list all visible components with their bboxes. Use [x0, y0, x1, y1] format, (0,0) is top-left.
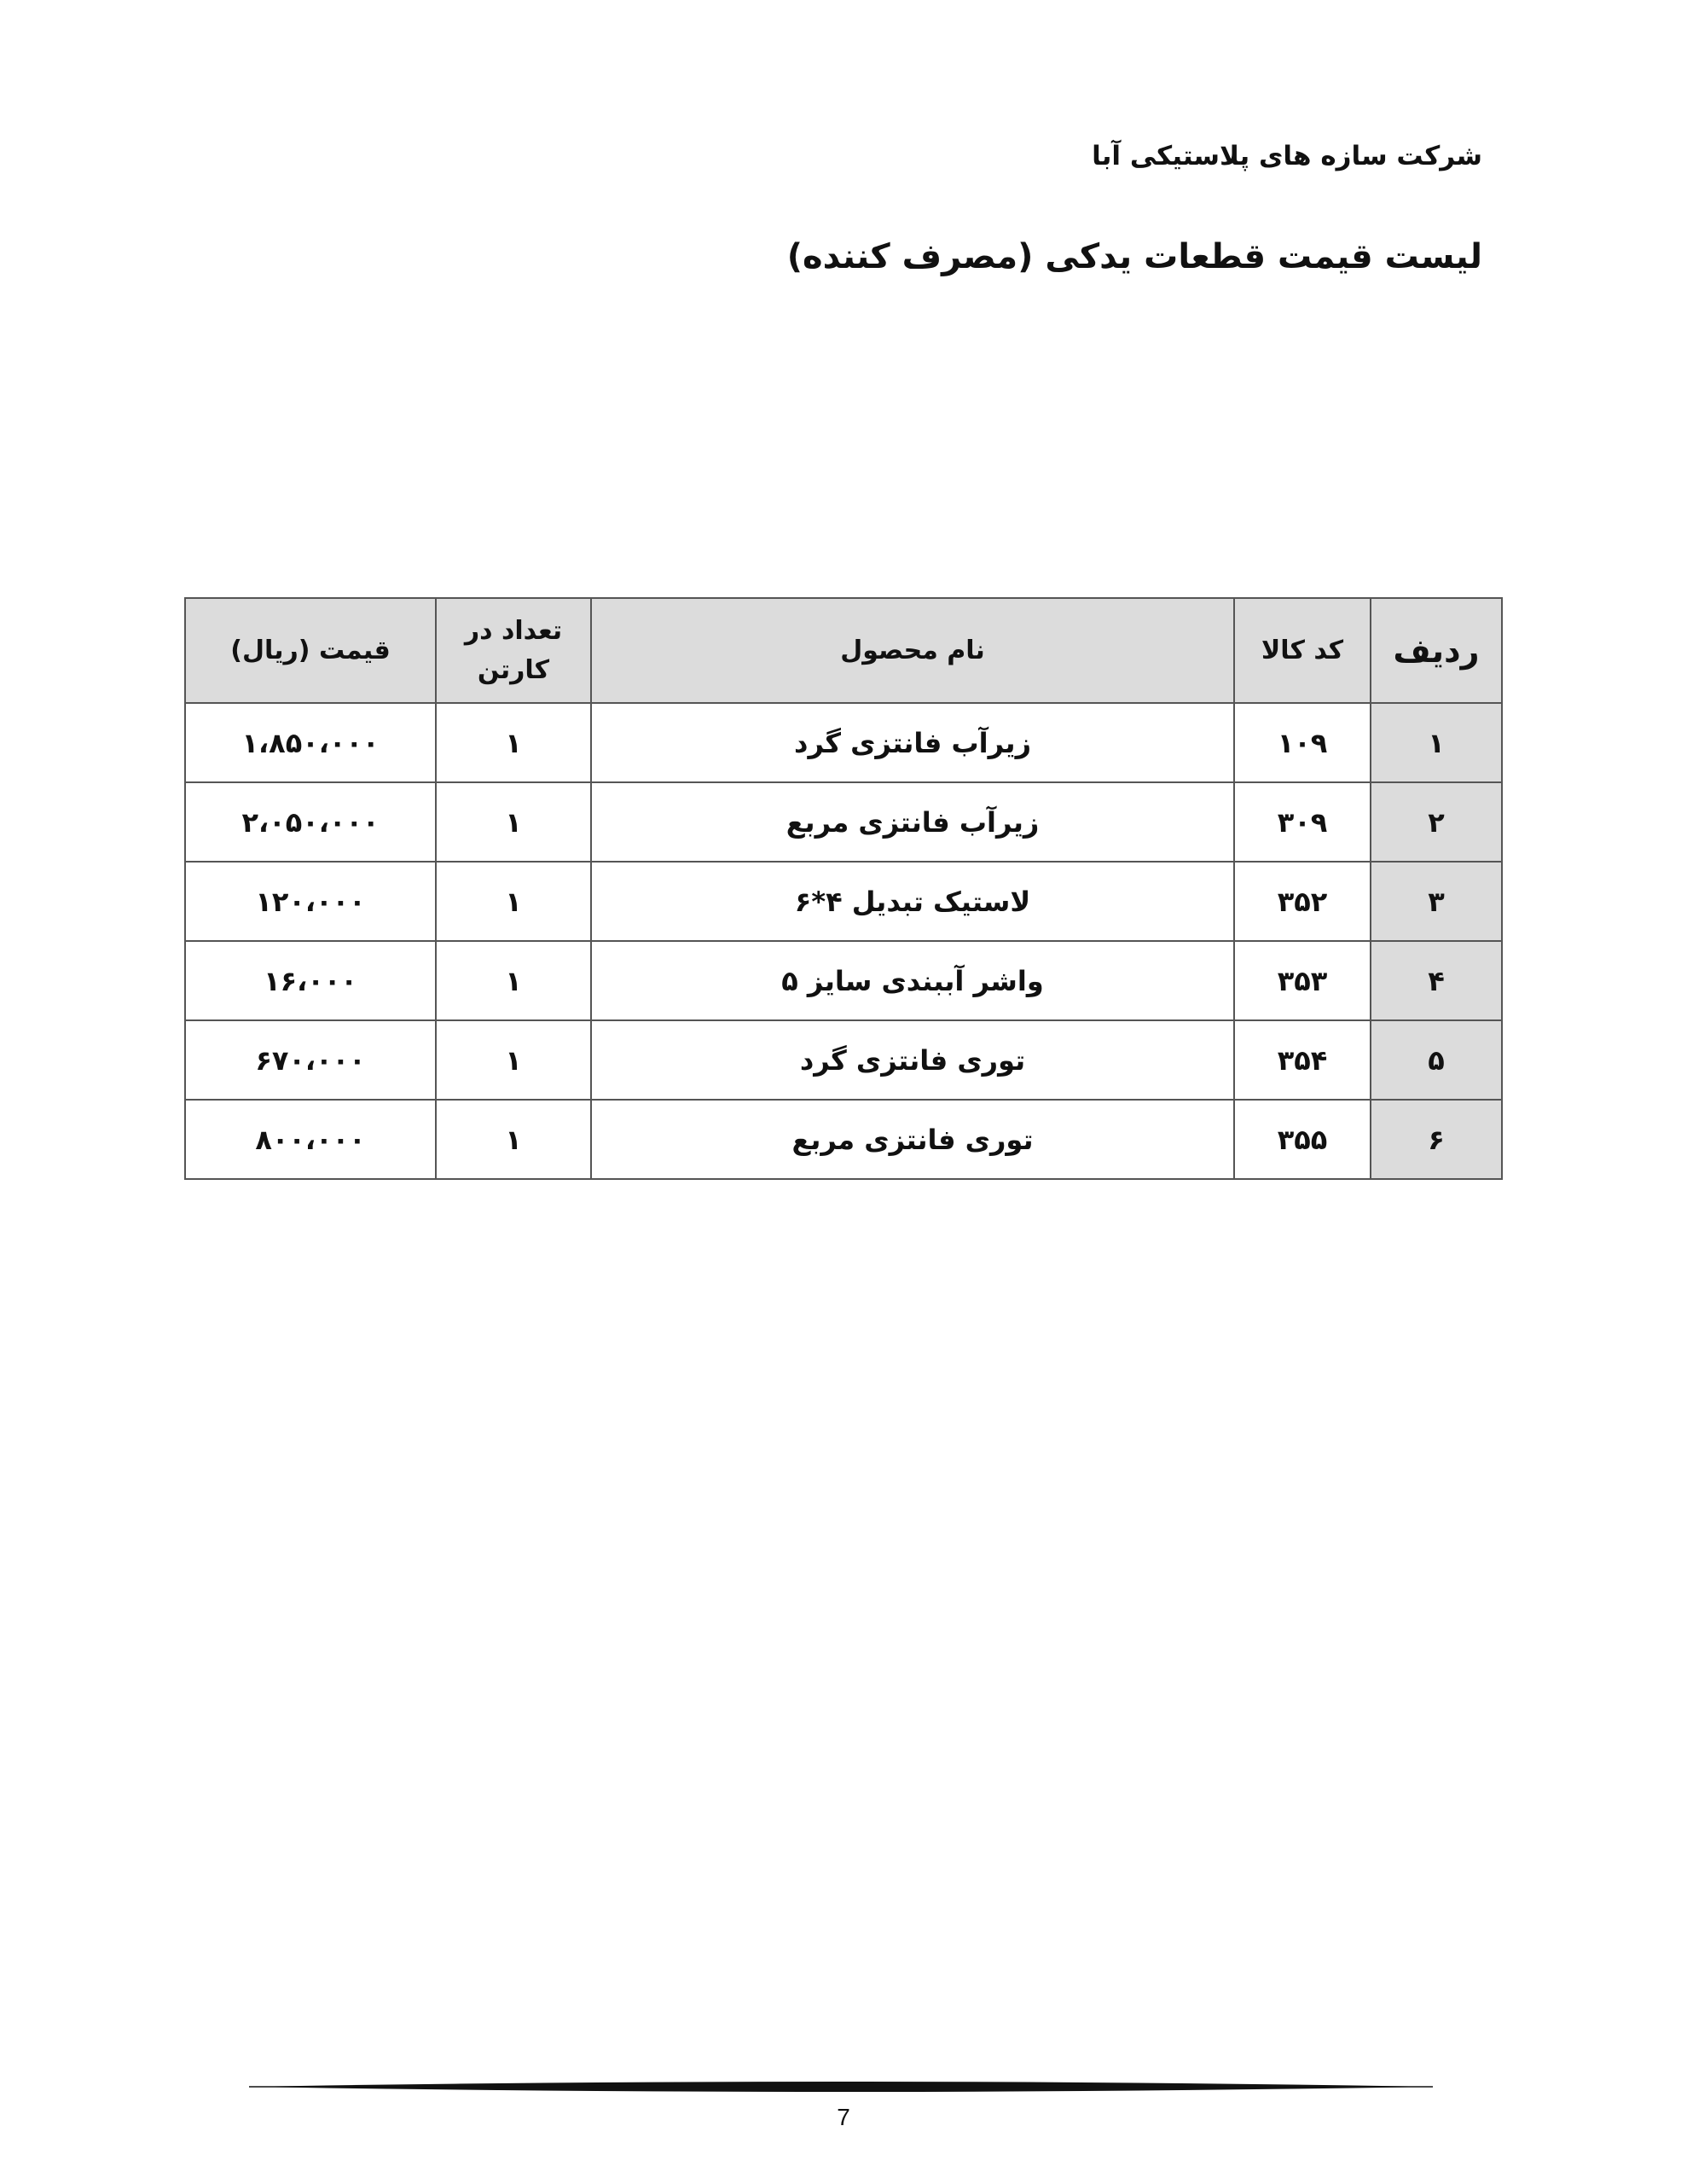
company-name: شرکت سازه های پلاستیکی آبا	[1092, 141, 1482, 171]
product-code-cell: ۱۰۹	[1234, 703, 1371, 782]
quantity-cell: ۱	[436, 782, 591, 862]
quantity-cell: ۱	[436, 1020, 591, 1100]
row-number-cell: ۳	[1371, 862, 1502, 941]
table-row	[185, 862, 1502, 941]
header-quantity-per-carton	[436, 598, 591, 703]
price-cell: ۱،۸۵۰،۰۰۰	[185, 703, 436, 782]
product-name-cell: زیرآب فانتزی مربع	[591, 782, 1234, 862]
price-cell: ۸۰۰،۰۰۰	[185, 1100, 436, 1179]
table-row	[185, 1100, 1502, 1179]
table-header-row	[185, 598, 1502, 703]
table-row	[185, 703, 1502, 782]
price-cell: ۱۲۰،۰۰۰	[185, 862, 436, 941]
price-cell: ۶۷۰،۰۰۰	[185, 1020, 436, 1100]
table-row	[185, 1020, 1502, 1100]
quantity-cell: ۱	[436, 703, 591, 782]
product-code-cell: ۳۰۹	[1234, 782, 1371, 862]
product-code-cell: ۳۵۳	[1234, 941, 1371, 1020]
price-cell: ۲،۰۵۰،۰۰۰	[185, 782, 436, 862]
table-row	[185, 782, 1502, 862]
product-name-cell: توری فانتزی مربع	[591, 1100, 1234, 1179]
row-number-cell: ۴	[1371, 941, 1502, 1020]
product-name-cell: واشر آببندی سایز ۵	[591, 941, 1234, 1020]
product-name-cell: لاستیک تبدیل ۴*۶	[591, 862, 1234, 941]
header-product-name: نام محصول	[591, 598, 1234, 703]
row-number-cell: ۶	[1371, 1100, 1502, 1179]
price-list-table	[184, 597, 1503, 1180]
price-cell: ۱۶،۰۰۰	[185, 941, 436, 1020]
product-name-cell: زیرآب فانتزی گرد	[591, 703, 1234, 782]
product-code-cell: ۳۵۲	[1234, 862, 1371, 941]
product-code-cell: ۳۵۴	[1234, 1020, 1371, 1100]
header-quantity-line1: تعداد در	[464, 615, 563, 646]
quantity-cell: ۱	[436, 1100, 591, 1179]
row-number-cell: ۱	[1371, 703, 1502, 782]
quantity-cell: ۱	[436, 941, 591, 1020]
header-row-number: ردیف	[1371, 598, 1502, 703]
page-number: 7	[837, 2104, 850, 2130]
row-number-cell: ۲	[1371, 782, 1502, 862]
product-code-cell: ۳۵۵	[1234, 1100, 1371, 1179]
header-quantity-line2: کارتن	[477, 654, 550, 685]
quantity-cell: ۱	[436, 862, 591, 941]
document-title: لیست قیمت قطعات یدکی (مصرف کننده)	[786, 237, 1482, 276]
footer-divider	[249, 2079, 1433, 2094]
header-product-code: کد کالا	[1234, 598, 1371, 703]
product-name-cell: توری فانتزی گرد	[591, 1020, 1234, 1100]
table-row	[185, 941, 1502, 1020]
header-price: قیمت (ریال)	[185, 598, 436, 703]
row-number-cell: ۵	[1371, 1020, 1502, 1100]
